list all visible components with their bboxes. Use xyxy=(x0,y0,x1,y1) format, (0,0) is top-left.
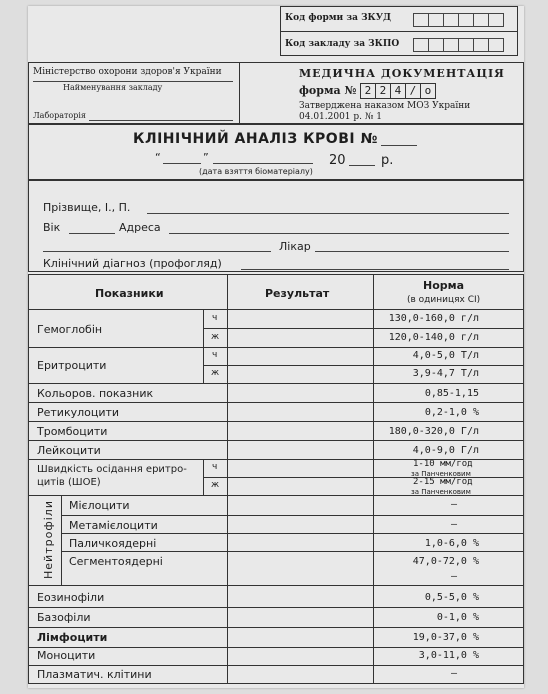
sex-female-marker: ж xyxy=(211,480,220,490)
metamyelocytes-norm: – xyxy=(450,519,457,530)
med-doc-title: МЕДИЧНА ДОКУМЕНТАЦІЯ xyxy=(299,67,505,80)
sex-female-marker: ж xyxy=(211,332,220,342)
year-suffix: р. xyxy=(381,153,394,168)
date-month-field[interactable] xyxy=(213,163,313,164)
age-field[interactable] xyxy=(69,233,115,234)
date-year-field[interactable] xyxy=(349,165,375,166)
analysis-number-field[interactable] xyxy=(381,145,417,146)
address-label: Адреса xyxy=(119,221,161,234)
form-digit: 2 xyxy=(360,83,376,99)
eosinophils-norm: 0,5-5,0 % xyxy=(424,592,479,603)
year-prefix: 20 xyxy=(329,153,346,168)
erythrocytes-norm-male: 4,0-5,0 Т/л xyxy=(412,350,479,361)
sex-male-marker: ч xyxy=(212,350,218,360)
hemoglobin-norm-female: 120,0-140,0 г/л xyxy=(388,332,479,343)
form-digit: о xyxy=(420,83,436,99)
neutrophils-label: Нейтрофіли xyxy=(41,500,55,579)
date-day-field[interactable] xyxy=(163,163,201,164)
col-indicator-header: Показники xyxy=(95,287,164,300)
eosinophils-label: Еозинофіли xyxy=(37,591,105,604)
zkpo-code-cells[interactable] xyxy=(413,37,503,56)
esr-label-line2: цитів (ШОЕ) xyxy=(37,477,101,488)
myelocytes-label: Мієлоцити xyxy=(69,499,130,512)
analysis-title: КЛІНІЧНИЙ АНАЛІЗ КРОВІ № xyxy=(133,131,378,147)
date-hint: (дата взяття біоматеріалу) xyxy=(199,167,313,176)
form-digit: / xyxy=(405,83,421,99)
approved-line2: 04.01.2001 р. № 1 xyxy=(299,112,382,122)
monocytes-label: Моноцити xyxy=(37,649,96,662)
name-label: Прізвище, І., П. xyxy=(43,201,131,214)
patient-block xyxy=(28,180,524,272)
results-table xyxy=(28,274,524,684)
doctor-label: Лікар xyxy=(279,240,311,253)
diagnosis-label: Клінічний діагноз (профогляд) xyxy=(43,257,222,270)
esr-label-line1: Швидкість осідання еритро- xyxy=(37,464,187,475)
esr-norm-male-2: за Панченковим xyxy=(411,470,471,478)
esr-norm-female-2: за Панченковим xyxy=(411,488,471,496)
segmented-norm: 47,0-72,0 % xyxy=(412,556,479,567)
col-result-header: Результат xyxy=(265,287,330,300)
leukocytes-label: Лейкоцити xyxy=(37,444,101,457)
address-field-2[interactable] xyxy=(43,251,271,252)
band-norm: 1,0-6,0 % xyxy=(424,538,479,549)
zkud-label: Код форми за ЗКУД xyxy=(285,13,392,23)
address-field[interactable] xyxy=(169,233,509,234)
institution-name-label: Найменування закладу xyxy=(63,83,163,92)
title-block xyxy=(28,124,524,180)
esr-norm-female-1: 2-15 мм/год xyxy=(413,477,473,487)
segmented-label: Сегментоядерні xyxy=(69,555,163,568)
sex-female-marker: ж xyxy=(211,368,220,378)
name-field[interactable] xyxy=(147,213,509,214)
esr-norm-male-1: 1-10 мм/год xyxy=(413,459,473,469)
color-index-label: Кольоров. показник xyxy=(37,387,154,400)
erythrocytes-norm-female: 3,9-4,7 Т/л xyxy=(412,368,479,379)
monocytes-norm: 3,0-11,0 % xyxy=(418,650,479,661)
zkud-code-cells[interactable] xyxy=(413,12,503,31)
lymphocytes-label: Лімфоцити xyxy=(37,631,108,644)
col-norm-header: Норма xyxy=(423,279,465,292)
metamyelocytes-label: Метамієлоцити xyxy=(69,519,158,532)
sex-male-marker: ч xyxy=(212,313,218,323)
ministry-text: Міністерство охорони здоров'я України xyxy=(33,67,222,77)
segmented-extra: – xyxy=(450,571,457,582)
plasma-cells-norm: – xyxy=(450,668,457,679)
col-norm-subheader: (в одиницях СІ) xyxy=(407,295,481,305)
approved-line1: Затверджена наказом МОЗ України xyxy=(299,101,471,111)
plasma-cells-label: Плазматич. клітини xyxy=(37,668,152,681)
date-quote-open: “ xyxy=(155,151,161,164)
header-block xyxy=(28,62,524,124)
form-digit: 4 xyxy=(390,83,406,99)
codes-block xyxy=(280,6,518,56)
diagnosis-field[interactable] xyxy=(241,269,509,270)
laboratory-label: Лабораторія xyxy=(33,111,86,120)
doctor-field[interactable] xyxy=(315,251,509,252)
hemoglobin-norm-male: 130,0-160,0 г/л xyxy=(388,313,479,324)
date-quote-close: ” xyxy=(203,151,209,164)
form-number: форма № 2 2 4 / о xyxy=(299,83,435,99)
form-digit: 2 xyxy=(375,83,391,99)
form-sheet xyxy=(28,6,524,688)
age-label: Вік xyxy=(43,221,61,234)
band-label: Паличкоядерні xyxy=(69,537,157,550)
zkpo-label: Код закладу за ЗКПО xyxy=(285,39,400,49)
platelets-norm: 180,0-320,0 Г/л xyxy=(388,426,479,437)
erythrocytes-label: Еритроцити xyxy=(37,359,107,372)
platelets-label: Тромбоцити xyxy=(37,425,108,438)
leukocytes-norm: 4,0-9,0 Г/л xyxy=(412,445,479,456)
hemoglobin-label: Гемоглобін xyxy=(37,323,103,336)
reticulocytes-norm: 0,2-1,0 % xyxy=(424,407,479,418)
sex-male-marker: ч xyxy=(212,462,218,472)
color-index-norm: 0,85-1,15 xyxy=(424,388,479,399)
lymphocytes-norm: 19,0-37,0 % xyxy=(412,632,479,643)
basophils-norm: 0-1,0 % xyxy=(436,612,479,623)
basophils-label: Базофіли xyxy=(37,611,91,624)
myelocytes-norm: – xyxy=(450,499,457,510)
reticulocytes-label: Ретикулоцити xyxy=(37,406,120,419)
